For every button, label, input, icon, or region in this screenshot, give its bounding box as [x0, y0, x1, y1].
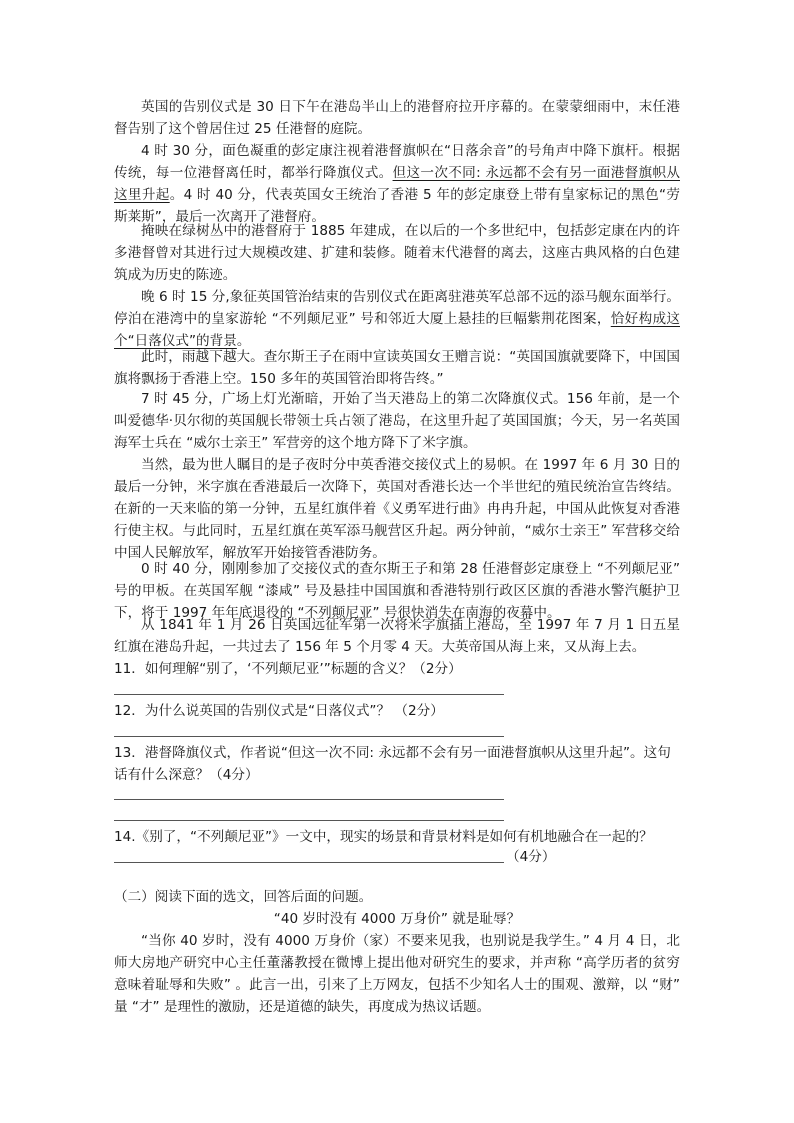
- answer-line-12[interactable]: [114, 736, 504, 737]
- answer-line-13b[interactable]: [114, 820, 504, 821]
- section-2-intro: （二）阅读下面的选文，回答后面的问题。: [114, 889, 373, 905]
- underlined-sentence-flag: 但这一次不同: 永远都不会有另一面港督旗帜从这里升起: [114, 165, 680, 203]
- passage-paragraph-8: 0 时 40 分，刚刚参加了交接仪式的查尔斯王子和第 28 任港督彭定康登上 “不列颠尼亚” 号的甲板。在英国军舰 “漆咸” 号及悬挂中国国旗和香港特别行政区区旗的香港水警汽艇护卫下，将于 1997 年年底退役的 “不列颠尼亚” 号很快消失在南海的夜幕中。: [114, 561, 680, 621]
- passage-paragraph-3: 掩映在绿树丛中的港督府于 1885 年建成，在以后的一个多世纪中，包括彭定康在内的许多港督曾对其进行过大规模改建、扩建和装修。随着末代港督的离去，这座古典风格的白色建筑成为历史的陈迹。: [114, 223, 680, 283]
- passage-paragraph-9: 从 1841 年 1 月 26 日英国远征军第一次将米字旗插上港岛，至 1997 年 7 月 1 日五星红旗在港岛升起，一共过去了 156 年 5 个月零 4 天。大英帝国从海上来，又从海上去。: [114, 617, 680, 655]
- passage-paragraph-6: 7 时 45 分，广场上灯光渐暗，开始了当天港岛上的第二次降旗仪式。156 年前，是一个叫爱德华·贝尔彻的英国舰长带领士兵占领了港岛，在这里升起了英国国旗；今天，另一名英国海军士兵在 “威尔士亲王” 军营旁的这个地方降下了米字旗。: [114, 391, 680, 451]
- passage-paragraph-7: 当然，最为世人瞩目的是子夜时分中英香港交接仪式上的易帜。在 1997 年 6 月 30 日的最后一分钟，米字旗在香港最后一次降下，英国对香港长达一个半世纪的殖民统治宣告终结。在新的一天来临的第一分钟，五星红旗伴着《义勇军进行曲》冉冉升起，中国从此恢复对香港行使主权。与此同时，五星红旗在英军添马舰营区升起。两分钟前，“威尔士亲王” 军营移交给中国人民解放军，解放军开始接管香港防务。: [114, 457, 680, 561]
- answer-line-14[interactable]: [114, 862, 504, 863]
- question-14-points: （4分）: [506, 849, 556, 865]
- passage-paragraph-2: [114, 140, 680, 228]
- passage-paragraph-5: 此时，雨越下越大。查尔斯王子在雨中宣读英国女王赠言说：“英国国旗就要降下，中国国旗将飘扬于香港上空。150 多年的英国管治即将告终。”: [114, 349, 680, 387]
- section-2-title: “40 岁时没有 4000 万身价” 就是耻辱？: [273, 911, 521, 927]
- paragraph-4-text-b: 。: [236, 333, 251, 349]
- question-11: 11．如何理解“别了，‘不列颠尼亚’”标题的含义？（2分）: [114, 661, 462, 677]
- paragraph-4-text-a: 晚 6 时 15 分,象征英国管治结束的告别仪式在距离驻港英军总部不远的添马舰东面举行。停泊在港湾中的皇家游轮 “不列颠尼亚” 号和邻近大厦上悬挂的巨幅紫荆花图案，: [114, 289, 680, 327]
- paragraph-2-text-a: 4 时 30 分，面色凝重的彭定康注视着港督旗帜在“日落余音”的号角声中降下旗杆。根据传统，每一位港督离任时，都举行降旗仪式。: [114, 143, 680, 181]
- passage-paragraph-4: [114, 286, 680, 352]
- underlined-sentence-background: 恰好构成这个“日落仪式”的背景: [114, 311, 680, 349]
- question-14: 14.《别了，“不列颠尼亚”》一文中，现实的场景和背景材料是如何有机地融合在一起的？: [114, 829, 653, 845]
- question-13: 13．港督降旗仪式，作者说“但这一次不同: 永远都不会有另一面港督旗帜从这里升起”。这句话有什么深意？（4分）: [114, 745, 671, 783]
- section-2-paragraph-1: “当你 40 岁时，没有 4000 万身价（家）不要来见我，也别说是我学生。” 4 月 4 日，北师大房地产研究中心主任董藩教授在微博上提出他对研究生的要求，并声称 “高学历者的贫穷意味着耻辱和失败” 。此言一出，引来了上万网友，包括不少知名人士的围观、激辩，以 “财” 量 “才” 是理性的激励，还是道德的缺失，再度成为热议话题。: [114, 933, 680, 1015]
- question-12: 12．为什么说英国的告别仪式是“日落仪式”？ （2分）: [114, 703, 444, 719]
- answer-line-11[interactable]: [114, 694, 504, 695]
- paragraph-2-text-b: 。4 时 40 分，代表英国女王统治了香港 5 年的彭定康登上带有皇家标记的黑色“劳斯莱斯”，最后一次离开了港督府。: [114, 187, 680, 225]
- passage-paragraph-1: 英国的告别仪式是 30 日下午在港岛半山上的港督府拉开序幕的。在蒙蒙细雨中，末任港督告别了这个曾居住过 25 任港督的庭院。: [114, 99, 680, 137]
- answer-line-13a[interactable]: [114, 799, 504, 800]
